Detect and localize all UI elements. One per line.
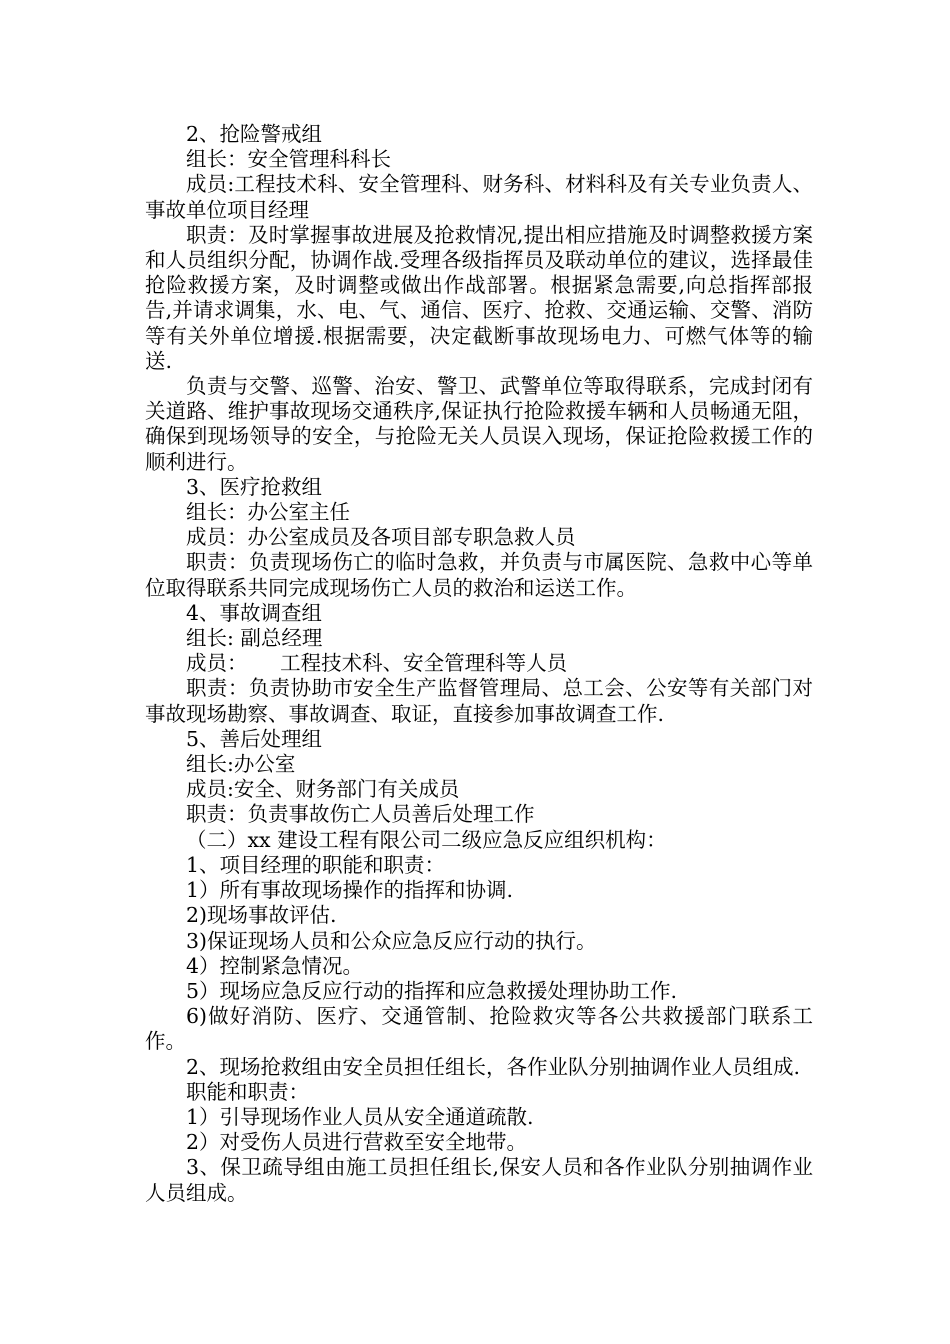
paragraph: 组长：安全管理科科长 xyxy=(186,147,391,172)
heading-medical-rescue-group: 3、医疗抢救组 xyxy=(186,474,323,499)
paragraph: 职责：负责事故伤亡人员善后处理工作 xyxy=(186,802,535,827)
section-heading-secondary-response: （二）xx 建设工程有限公司二级应急反应组织机构： xyxy=(186,827,667,852)
paragraph: 成员:工程技术科、安全管理科、财务科、材料科及有关专业负责人、事故单位项目经理 xyxy=(145,172,813,222)
list-item: 1）引导现场作业人员从安全通道疏散. xyxy=(186,1104,534,1129)
document-body xyxy=(145,122,813,1206)
paragraph: 成员：办公室成员及各项目部专职急救人员 xyxy=(186,525,576,550)
paragraph: 职责：负责现场伤亡的临时急救，并负责与市属医院、急救中心等单位取得联系共同完成现场伤亡人员的救治和运送工作。 xyxy=(145,550,813,600)
heading-project-manager-duties: 1、项目经理的职能和职责： xyxy=(186,852,446,877)
list-item: 2)现场事故评估. xyxy=(186,903,337,928)
paragraph: 组长:办公室 xyxy=(186,752,296,777)
list-item: 3)保证现场人员和公众应急反应行动的执行。 xyxy=(186,928,597,953)
paragraph: 成员： 工程技术科、安全管理科等人员 xyxy=(186,651,568,676)
list-item: 4）控制紧急情况。 xyxy=(186,953,364,978)
list-item: 1）所有事故现场操作的指挥和协调. xyxy=(186,878,514,903)
paragraph: 职能和职责： xyxy=(186,1079,309,1104)
paragraph: 组长: 副总经理 xyxy=(186,626,323,651)
paragraph: 职责：及时掌握事故进展及抢救情况,提出相应措施及时调整救援方案和人员组织分配，协调作战.受理各级指挥员及联动单位的建议，选择最佳抢险救援方案，及时调整或做出作战部署。根据紧急需要,向总指挥部报告,并请求调集，水、电、气、通信、医疗、抢救、交通运输、交警、消防等有关外单位增援.根据需要，决定截断事故现场电力、可燃气体等的输送. xyxy=(145,222,813,373)
paragraph: 负责与交警、巡警、治安、警卫、武警单位等取得联系，完成封闭有关道路、维护事故现场交通秩序,保证执行抢险救援车辆和人员畅通无阻，确保到现场领导的安全，与抢险无关人员误入现场，保证抢险救援工作的顺利进行。 xyxy=(145,374,813,474)
heading-on-site-rescue-group: 2、现场抢救组由安全员担任组长，各作业队分别抽调作业人员组成. xyxy=(186,1054,801,1079)
list-item: 5）现场应急反应行动的指挥和应急救援处理协助工作. xyxy=(186,978,678,1003)
paragraph: 组长：办公室主任 xyxy=(186,500,350,525)
list-item: 6)做好消防、医疗、交通管制、抢险救灾等各公共救援部门联系工作。 xyxy=(145,1004,813,1054)
heading-aftermath-group: 5、善后处理组 xyxy=(186,726,323,751)
paragraph: 成员:安全、财务部门有关成员 xyxy=(186,777,460,802)
paragraph: 职责：负责协助市安全生产监督管理局、总工会、公安等有关部门对事故现场勘察、事故调查、取证，直接参加事故调查工作. xyxy=(145,676,813,726)
heading-rescue-guard-group: 2、抢险警戒组 xyxy=(186,122,323,146)
heading-accident-investigation-group: 4、事故调查组 xyxy=(186,600,323,625)
heading-security-guidance-group: 3、保卫疏导组由施工员担任组长,保安人员和各作业队分别抽调作业人员组成。 xyxy=(145,1155,813,1205)
list-item: 2）对受伤人员进行营救至安全地带。 xyxy=(186,1130,528,1155)
